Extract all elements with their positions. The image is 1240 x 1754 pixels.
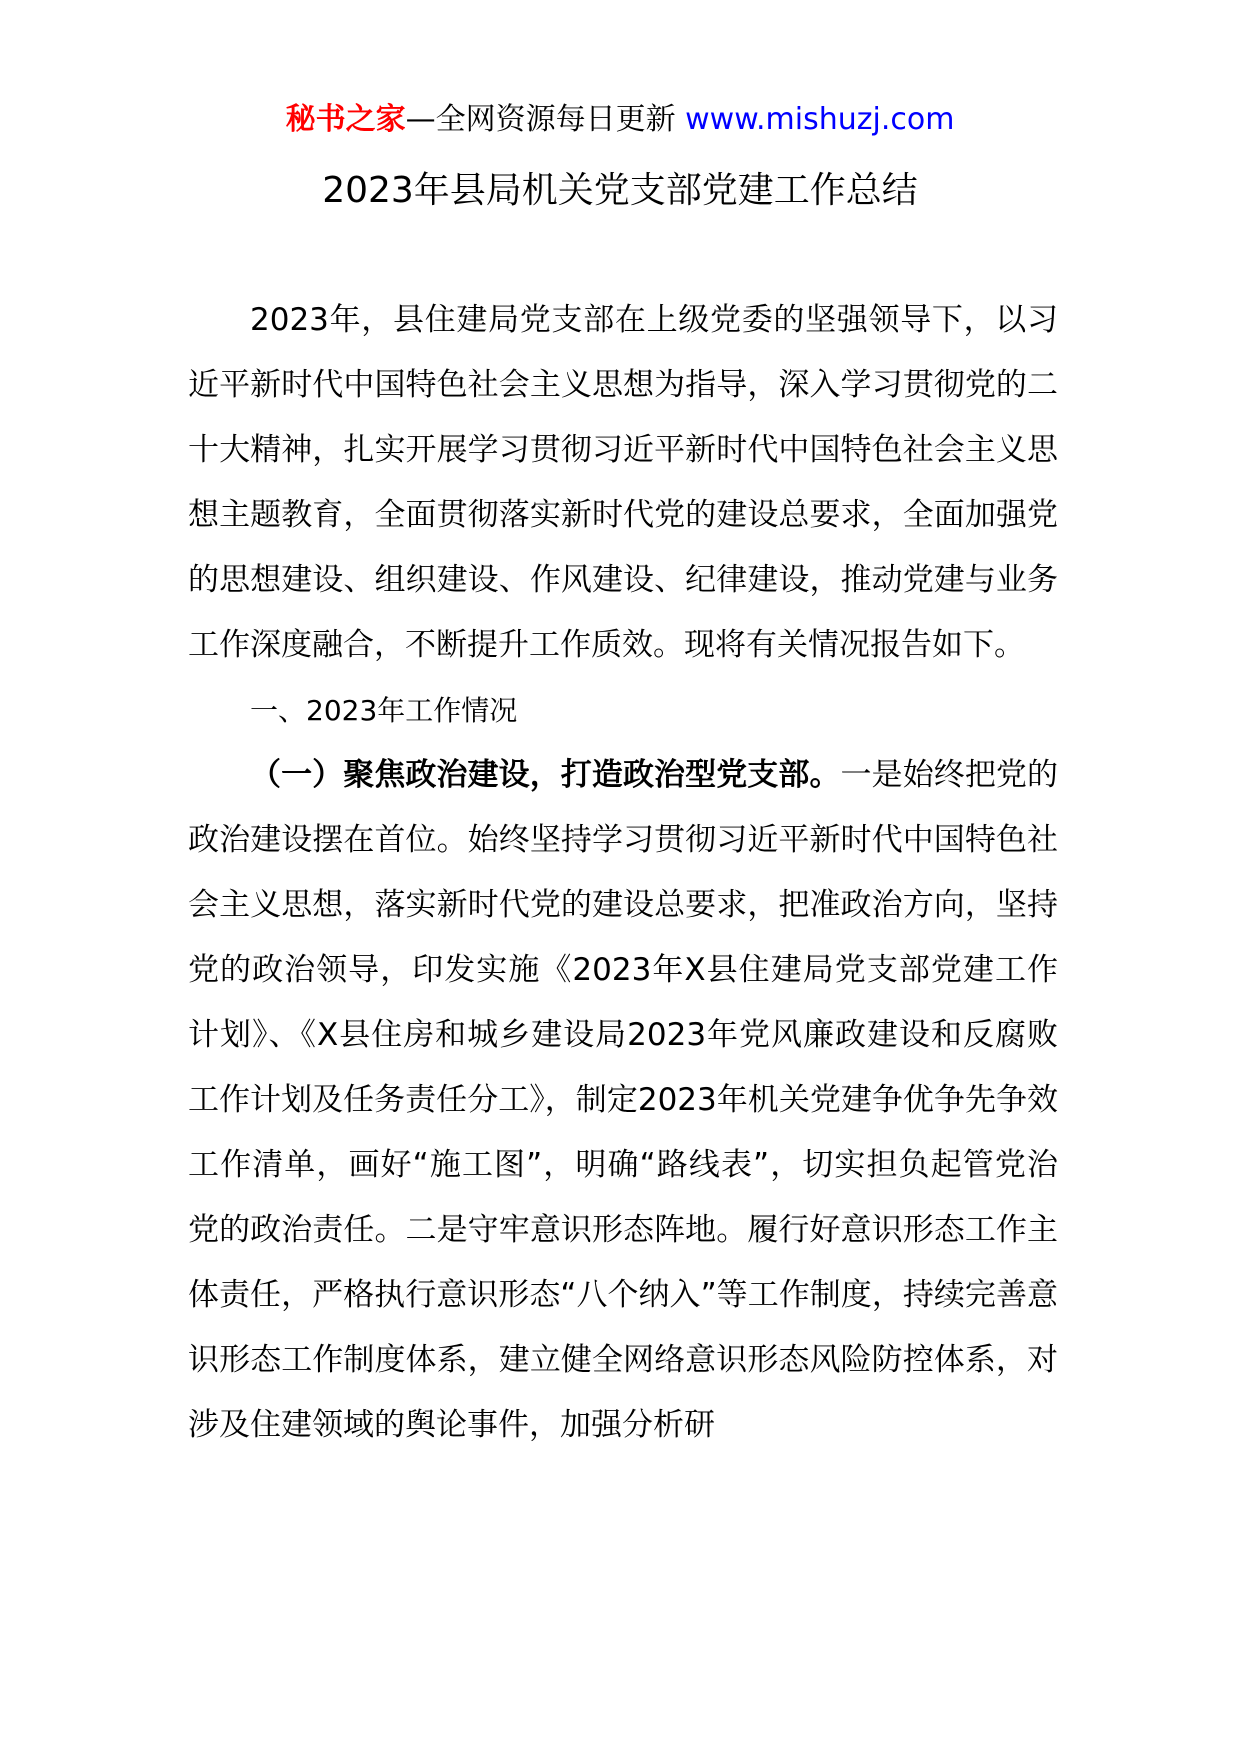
site-url-link[interactable]: www.mishuzj.com — [685, 102, 955, 137]
document-body — [188, 288, 1058, 1458]
document-title: 2023年县局机关党支部党建工作总结 — [322, 170, 918, 211]
subsection-title: （一）聚焦政治建设，打造政治型党支部。 — [250, 757, 841, 793]
section-heading: 一、2023年工作情况 — [250, 694, 518, 727]
site-slogan: —全网资源每日更新 — [405, 102, 676, 137]
subsection-paragraph — [188, 743, 1058, 1458]
site-name: 秘书之家 — [285, 102, 406, 137]
intro-paragraph: 2023年，县住建局党支部在上级党委的坚强领导下，以习近平新时代中国特色社会主义思想为指导，深入学习贯彻党的二十大精神，扎实开展学习贯彻习近平新时代中国特色社会主义思想主题教育，全面贯彻落实新时代党的建设总要求，全面加强党的思想建设、组织建设、作风建设、纪律建设，推动党建与业务工作深度融合，不断提升工作质效。现将有关情况报告如下。 — [188, 302, 1058, 663]
subsection-text: 一是始终把党的政治建设摆在首位。始终坚持学习贯彻习近平新时代中国特色社会主义思想，落实新时代党的建设总要求，把准政治方向，坚持党的政治领导，印发实施《2023年X县住建局党支部党建工作计划》、《X县住房和城乡建设局2023年党风廉政建设和反腐败工作计划及任务责任分工》，制定2023年机关党建争优争先争效工作清单，画好“施工图”，明确“路线表”，切实担负起管党治党的政治责任。二是守牢意识形态阵地。履行好意识形态工作主体责任，严格执行意识形态“八个纳入”等工作制度，持续完善意识形态工作制度体系，建立健全网络意识形态风险防控体系，对涉及住建领域的舆论事件，加强分析研 — [188, 757, 1059, 1443]
site-header — [0, 100, 1240, 140]
